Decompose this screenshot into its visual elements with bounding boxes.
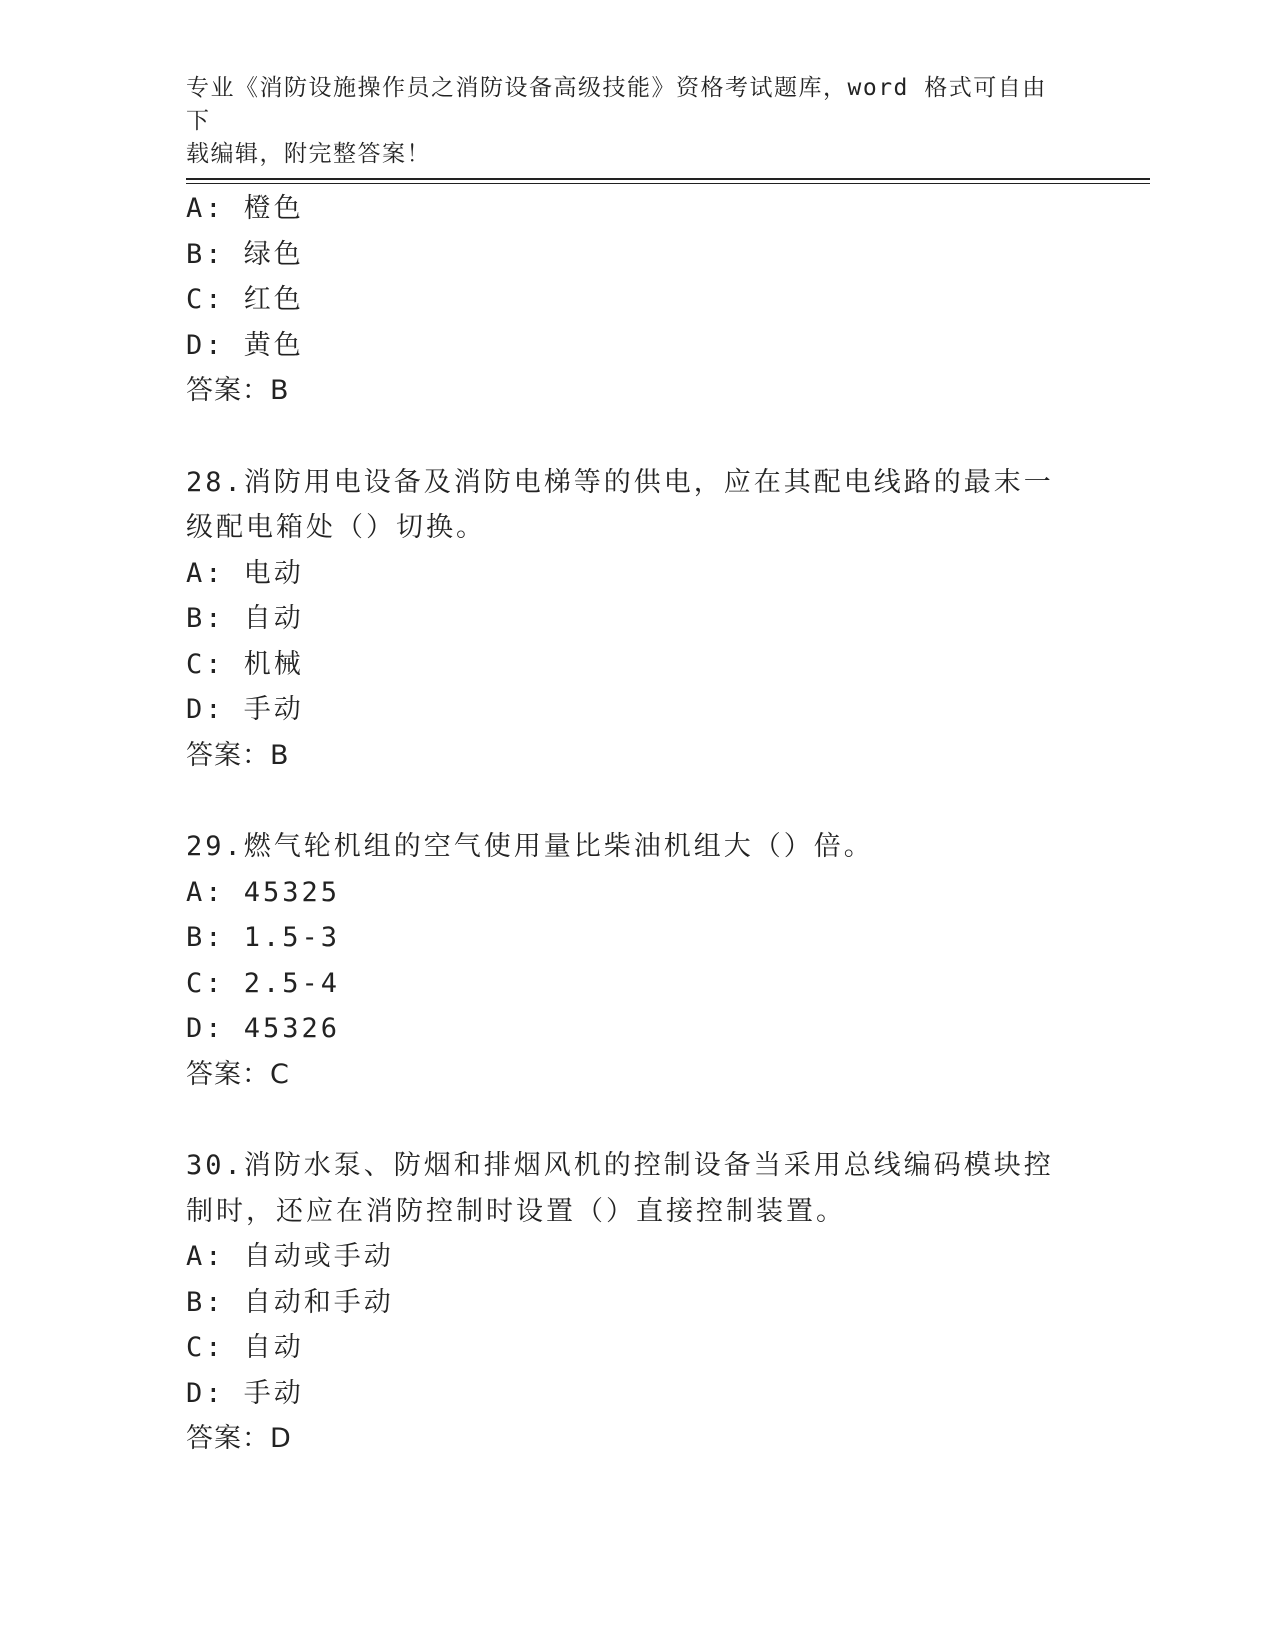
option-c: C: 2.5-4: [186, 967, 341, 999]
question-stem: 30.消防水泵、防烟和排烟风机的控制设备当采用总线编码模块控制时，还应在消防控制时设置（）直接控制装置。: [186, 1150, 1054, 1227]
answer: 答案：D: [186, 1423, 292, 1454]
option-d: D: 手动: [186, 694, 304, 725]
question-30: [186, 1143, 1086, 1462]
question-stem: 29.燃气轮机组的空气使用量比柴油机组大（）倍。: [186, 831, 874, 862]
question-stem: 28.消防用电设备及消防电梯等的供电，应在其配电线路的最末一级配电箱处（）切换。: [186, 466, 1054, 543]
question-list: [186, 186, 1086, 1462]
header-line-1: 专业《消防设施操作员之消防设备高级技能》资格考试题库，word 格式可自由下: [186, 75, 1047, 134]
header-divider-thick: [186, 178, 1150, 180]
option-d: D: 黄色: [186, 329, 304, 361]
question-27-continued: [186, 186, 1086, 414]
answer: 答案：B: [186, 739, 290, 771]
option-c: C: 机械: [186, 648, 304, 680]
option-a: A: 电动: [186, 557, 304, 589]
option-d: D: 手动: [186, 1377, 304, 1409]
option-c: C: 自动: [186, 1332, 304, 1363]
answer: 答案：C: [186, 1058, 290, 1090]
option-a: A: 自动或手动: [186, 1241, 394, 1272]
option-a: A: 45325: [186, 876, 341, 908]
option-a: A: 橙色: [186, 193, 304, 224]
header-divider-thin: [186, 183, 1150, 184]
question-28: [186, 460, 1086, 779]
document-header: [186, 72, 1066, 171]
option-b: B: 自动和手动: [186, 1286, 394, 1318]
option-b: B: 1.5-3: [186, 922, 341, 953]
header-line-2: 载编辑，附完整答案！: [186, 141, 431, 167]
answer: 答案：B: [186, 375, 290, 406]
option-b: B: 自动: [186, 603, 304, 634]
option-c: C: 红色: [186, 284, 304, 315]
question-29: [186, 824, 1086, 1097]
option-d: D: 45326: [186, 1013, 341, 1044]
option-b: B: 绿色: [186, 238, 304, 270]
